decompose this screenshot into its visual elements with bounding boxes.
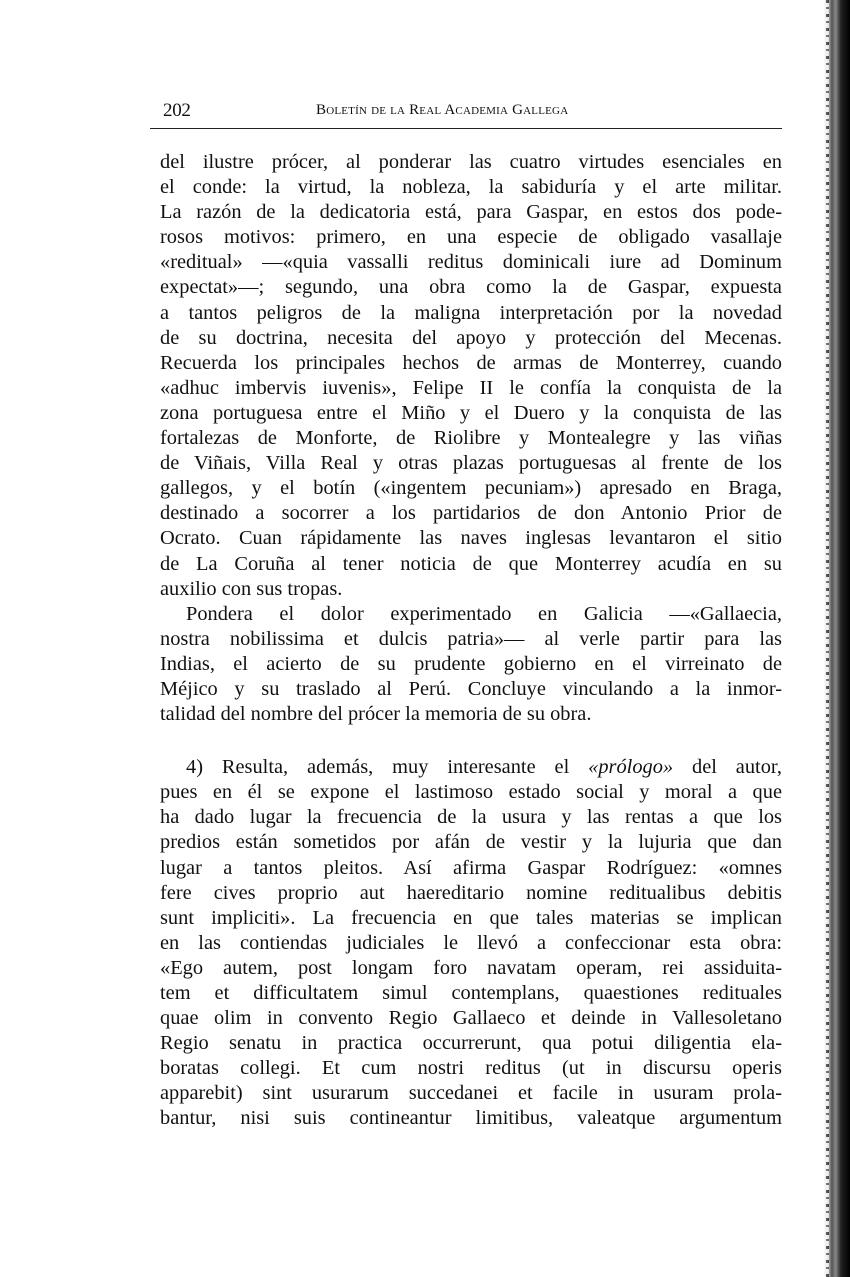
text-line: en las contiendas judiciales le llevó a confeccionar esta obra: [160, 931, 782, 954]
text-line: a tantos peligros de la maligna interpretación por la novedad [160, 301, 782, 324]
text-line: fortalezas de Monforte, de Riolibre y Montealegre y las viñas [160, 427, 782, 450]
text-line: sunt impliciti». La frecuencia en que tales materias se implican [160, 906, 782, 929]
text-line: gallegos, y el botín («ingentem pecuniam») apresado en Braga, [160, 477, 782, 500]
text-line: Indias, el acierto de su prudente gobierno en el virreinato de [160, 652, 782, 675]
text-line: talidad del nombre del prócer la memoria de su obra. [160, 703, 592, 726]
text-line: rosos motivos: primero, en una especie de obligado vasallaje [160, 226, 782, 249]
paragraph-1 [160, 150, 782, 602]
text-line: quae olim in convento Regio Gallaeco et deinde in Vallesoletano [160, 1007, 782, 1030]
text-run: 4) Resulta, además, muy interesante el [186, 756, 589, 779]
text-line: apparebit) sint usurarum succedanei et facile in usuram prola- [160, 1082, 782, 1105]
text-line: «Ego autem, post longam foro navatam operam, rei assiduita- [160, 956, 782, 979]
scan-binding-edge [824, 0, 850, 1277]
text-line: tem et difficultatem simul contemplans, quaestiones redituales [160, 982, 782, 1004]
text-line: Méjico y su traslado al Perú. Concluye vinculando a la inmor- [160, 677, 782, 700]
text-line: nostra nobilissima et dulcis patria»— al verle partir para las [160, 627, 782, 650]
text-line: zona portuguesa entre el Miño y el Duero y la conquista de las [160, 401, 782, 424]
text-line: «reditual» —«quia vassalli reditus dominicali iure ad Dominum [160, 251, 782, 274]
italic-term-prologo: «prólogo» [588, 756, 674, 779]
text-line: Ocrato. Cuan rápidamente las naves inglesas levantaron el sitio [160, 527, 782, 550]
paragraph-2 [160, 602, 782, 727]
text-line: lugar a tantos pleitos. Así afirma Gaspar Rodríguez: «omnes [160, 856, 782, 879]
text-line: Recuerda los principales hechos de armas de Monterrey, cuando [160, 351, 782, 374]
paragraph-gap [160, 727, 782, 755]
journal-title: Boletín de la Real Academia Gallega [316, 102, 569, 118]
text-line: boratas collegi. Et cum nostri reditus (ut in discursu operis [160, 1057, 782, 1080]
header-rule [150, 128, 782, 129]
body-text [160, 150, 782, 1132]
text-line: pues en él se expone el lastimoso estado social y moral a que [160, 781, 782, 804]
text-line: expectat»—; segundo, una obra como la de Gaspar, expuesta [160, 276, 782, 299]
text-line: del ilustre prócer, al ponderar las cuatro virtudes esenciales en [160, 151, 782, 173]
text-line: destinado a socorrer a los partidarios de don Antonio Prior de [160, 502, 782, 525]
text-line: bantur, nisi suis contineantur limitibus, valeatque argumentum [160, 1107, 782, 1130]
page-number: 202 [163, 100, 191, 121]
text-line: auxilio con sus tropas. [160, 577, 343, 600]
text-line: de su doctrina, necesita del apoyo y protección del Mecenas. [160, 326, 782, 349]
text-line: Pondera el dolor experimentado en Galicia —«Gallaecia, [186, 602, 782, 625]
running-head [163, 98, 781, 124]
text-line: Regio senatu in practica occurrerunt, qua potui diligentia ela- [160, 1032, 782, 1055]
text-line: de Viñais, Villa Real y otras plazas portuguesas al frente de los [160, 452, 782, 475]
text-run: del autor, [673, 756, 782, 779]
text-line: ha dado lugar la frecuencia de la usura y las rentas a que los [160, 806, 782, 829]
text-line: La razón de la dedicatoria está, para Gaspar, en estos dos pode- [160, 201, 782, 224]
text-line: de La Coruña al tener noticia de que Monterrey acudía en su [160, 552, 782, 575]
text-line: el conde: la virtud, la nobleza, la sabiduría y el arte militar. [160, 176, 782, 199]
paragraph-3 [160, 755, 782, 1131]
text-line: predios están sometidos por afán de vestir y la lujuria que dan [160, 831, 782, 854]
text-line: «adhuc imbervis iuvenis», Felipe II le confía la conquista de la [160, 376, 782, 399]
text-line: fere cives proprio aut haereditario nomine reditualibus debitis [160, 881, 782, 904]
text-line [160, 755, 782, 780]
